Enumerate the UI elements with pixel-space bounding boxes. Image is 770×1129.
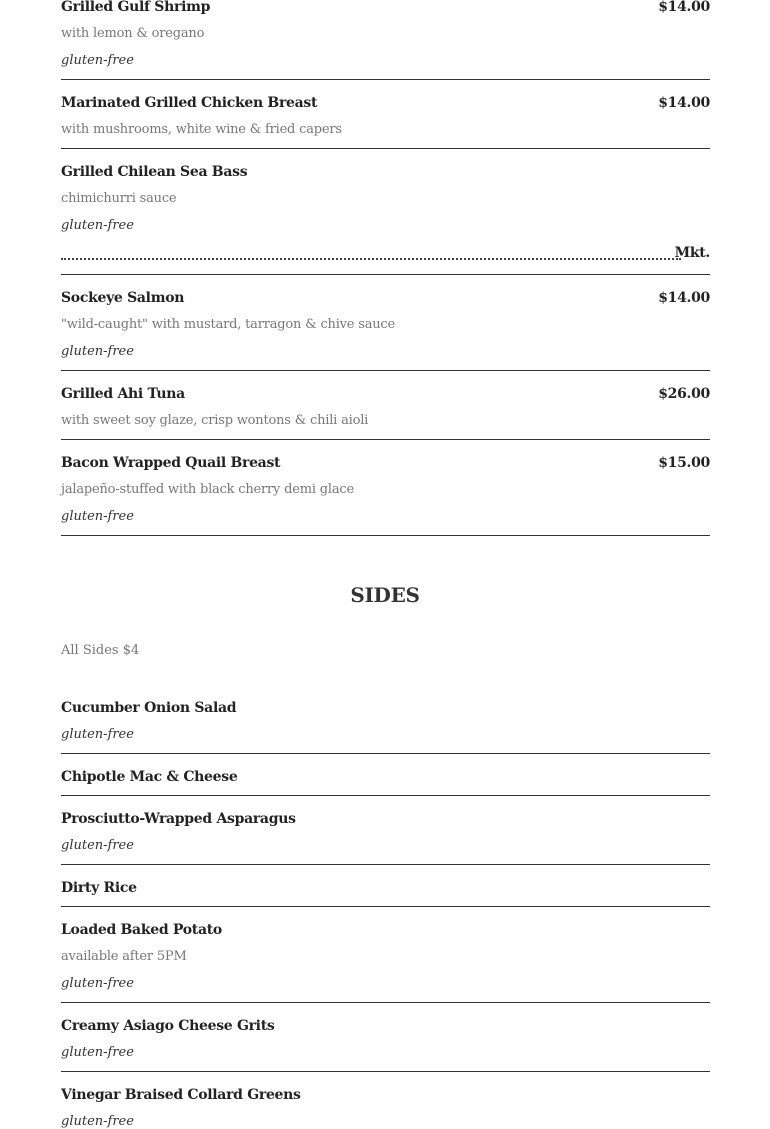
item-tag: gluten-free	[61, 1114, 134, 1129]
item-name: Grilled Chilean Sea Bass	[61, 164, 248, 180]
divider	[61, 795, 710, 796]
divider	[61, 1071, 710, 1072]
divider	[61, 148, 710, 149]
item-name: Vinegar Braised Collard Greens	[61, 1087, 301, 1103]
item-tag: gluten-free	[61, 53, 134, 68]
section-title: SIDES	[350, 583, 420, 607]
divider	[61, 753, 710, 754]
item-name: Grilled Gulf Shrimp	[61, 0, 211, 15]
item-description: available after 5PM	[61, 949, 187, 964]
divider	[61, 906, 710, 907]
divider	[61, 1002, 710, 1003]
item-name: Cucumber Onion Salad	[61, 700, 237, 716]
item-price: $14.00	[658, 95, 710, 111]
price-leader-dots	[61, 258, 681, 260]
item-description: with mushrooms, white wine & fried capers	[61, 122, 342, 137]
item-description: chimichurri sauce	[61, 191, 177, 206]
item-price: $15.00	[658, 455, 710, 471]
item-price: $14.00	[658, 290, 710, 306]
item-tag: gluten-free	[61, 218, 134, 233]
item-price: $26.00	[658, 386, 710, 402]
item-tag: gluten-free	[61, 838, 134, 853]
item-name: Sockeye Salmon	[61, 290, 185, 306]
divider	[61, 864, 710, 865]
item-name: Prosciutto-Wrapped Asparagus	[61, 811, 296, 827]
divider	[61, 439, 710, 440]
item-name: Loaded Baked Potato	[61, 922, 222, 938]
divider	[61, 370, 710, 371]
item-name: Bacon Wrapped Quail Breast	[61, 455, 281, 471]
item-description: with sweet soy glaze, crisp wontons & chili aioli	[61, 413, 369, 428]
divider	[61, 79, 710, 80]
divider	[61, 274, 710, 275]
item-name: Grilled Ahi Tuna	[61, 386, 185, 402]
item-price: $14.00	[658, 0, 710, 15]
item-price: Mkt.	[674, 245, 710, 261]
item-name: Dirty Rice	[61, 880, 137, 896]
item-tag: gluten-free	[61, 1045, 134, 1060]
item-tag: gluten-free	[61, 976, 134, 991]
divider	[61, 535, 710, 536]
item-name: Marinated Grilled Chicken Breast	[61, 95, 318, 111]
item-tag: gluten-free	[61, 727, 134, 742]
item-description: "wild-caught" with mustard, tarragon & chive sauce	[61, 317, 395, 332]
section-note: All Sides $4	[61, 643, 140, 658]
item-name: Creamy Asiago Cheese Grits	[61, 1018, 275, 1034]
item-tag: gluten-free	[61, 509, 134, 524]
item-name: Chipotle Mac & Cheese	[61, 769, 238, 785]
item-description: jalapeño-stuffed with black cherry demi glace	[61, 482, 354, 497]
item-description: with lemon & oregano	[61, 26, 205, 41]
item-tag: gluten-free	[61, 344, 134, 359]
